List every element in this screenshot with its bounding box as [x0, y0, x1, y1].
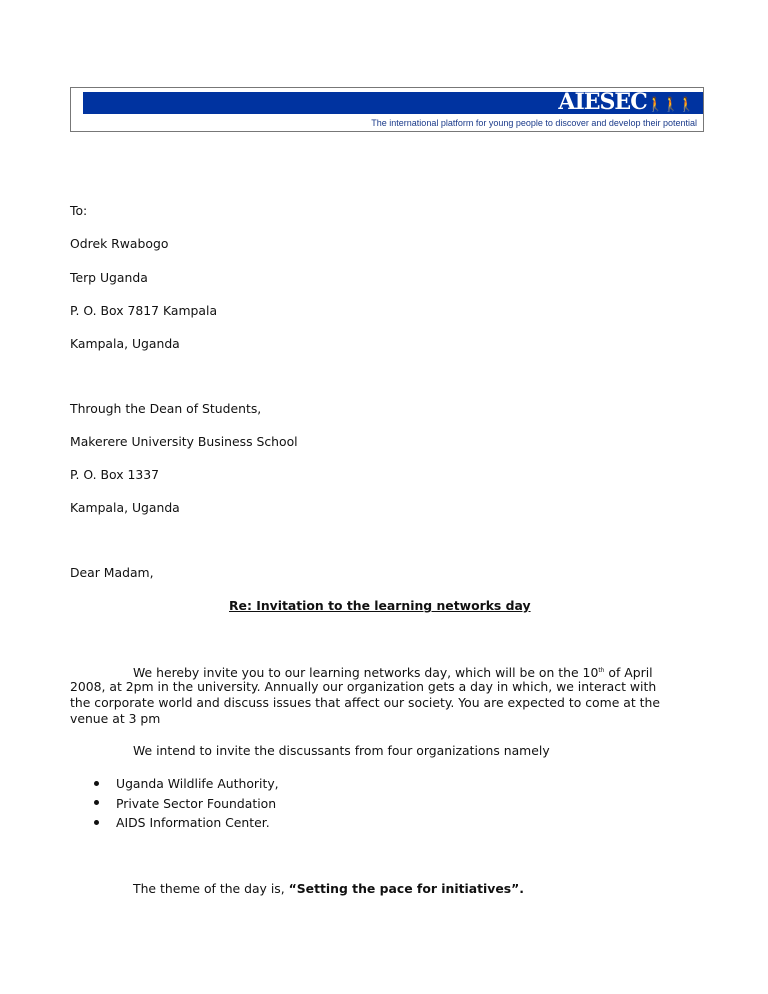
recipient-org: Terp Uganda: [70, 270, 148, 285]
bullet-icon: [94, 781, 99, 786]
paragraph-2: We intend to invite the discussants from four organizations namely: [133, 743, 550, 758]
people-figures-icon: 🚶🚶🚶: [646, 97, 693, 113]
subject-line: Re: Invitation to the learning networks day: [229, 598, 531, 613]
bullet-item: AIDS Information Center.: [116, 815, 270, 830]
through-city: Kampala, Uganda: [70, 500, 180, 515]
bullet-icon: [94, 820, 99, 825]
paragraph-1-line-3: the corporate world and discuss issues that affect our society. You are expected to come at the: [70, 695, 660, 710]
through-school: Makerere University Business School: [70, 434, 298, 449]
recipient-name: Odrek Rwabogo: [70, 236, 169, 251]
theme-line: [133, 881, 524, 896]
bullet-icon: [94, 800, 99, 805]
letterhead-banner: [83, 89, 703, 115]
to-label: To:: [70, 203, 88, 218]
paragraph-1-line-2: 2008, at 2pm in the university. AnnuaIly our organization gets a day in which, we interact with: [70, 679, 657, 694]
theme-prefix: The theme of the day is,: [133, 881, 289, 896]
through-box: P. O. Box 1337: [70, 467, 160, 482]
logo-text: AIESEC: [558, 89, 647, 115]
paragraph-1-line-1: [133, 663, 653, 680]
letterhead: [70, 87, 704, 132]
theme-title: “Setting the pace for initiatives”.: [288, 881, 524, 896]
bullet-item: Uganda Wildlife Authority,: [116, 776, 279, 791]
aiesec-logo: [558, 89, 693, 115]
paragraph-1-line-4: venue at 3 pm: [70, 711, 161, 726]
recipient-city: Kampala, Uganda: [70, 336, 180, 351]
tagline: The international platform for young people to discover and develop their potential: [371, 118, 697, 128]
recipient-box: P. O. Box 7817 Kampala: [70, 303, 218, 318]
bullet-item: Private Sector Foundation: [116, 796, 277, 811]
through-line: Through the Dean of Students,: [70, 401, 262, 416]
salutation: Dear Madam,: [70, 565, 154, 580]
p1-text: We hereby invite you to our learning networks day, which will be on the 10: [133, 665, 599, 681]
p1-text-end: of April: [604, 665, 653, 681]
ordinal-suffix: th: [598, 667, 605, 674]
